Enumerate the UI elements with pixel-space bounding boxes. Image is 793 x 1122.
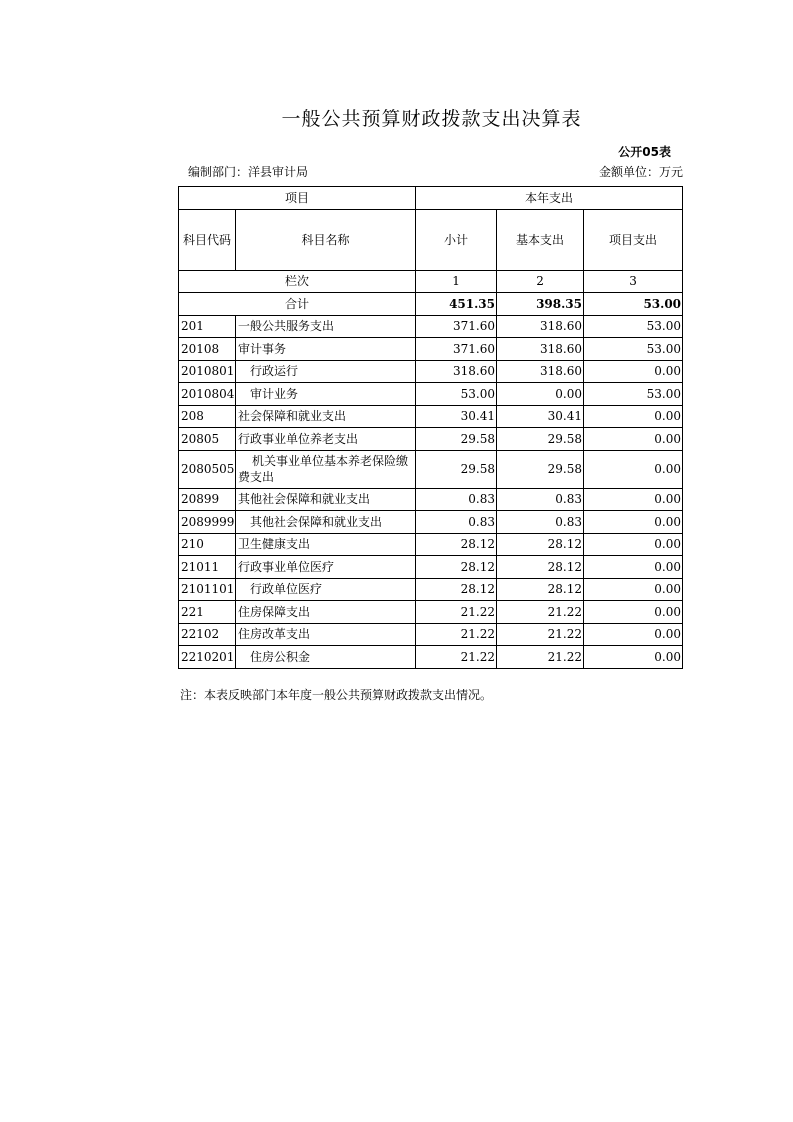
row-code: 2101101 <box>179 578 236 601</box>
row-project: 0.00 <box>584 360 683 383</box>
row-code: 20805 <box>179 428 236 451</box>
row-subtotal: 21.22 <box>416 646 497 669</box>
row-project: 53.00 <box>584 315 683 338</box>
row-basic: 28.12 <box>497 578 584 601</box>
row-subtotal: 29.58 <box>416 428 497 451</box>
row-project: 0.00 <box>584 511 683 534</box>
row-subtotal: 28.12 <box>416 556 497 579</box>
table-row <box>179 601 683 624</box>
row-name: 社会保障和就业支出 <box>236 405 416 428</box>
header-name: 科目名称 <box>236 209 416 270</box>
row-basic: 30.41 <box>497 405 584 428</box>
row-code: 21011 <box>179 556 236 579</box>
row-basic: 21.22 <box>497 623 584 646</box>
row-subtotal: 0.83 <box>416 488 497 511</box>
row-basic: 318.60 <box>497 315 584 338</box>
row-name: 行政事业单位医疗 <box>236 556 416 579</box>
row-basic: 318.60 <box>497 338 584 361</box>
row-name: 住房保障支出 <box>236 601 416 624</box>
header-current-year: 本年支出 <box>416 187 683 210</box>
row-subtotal: 0.83 <box>416 511 497 534</box>
amount-unit-label: 金额单位：万元 <box>598 165 683 179</box>
department-label: 编制部门：洋县审计局 <box>188 165 309 179</box>
row-code: 2080505 <box>179 450 236 488</box>
row-name: 住房改革支出 <box>236 623 416 646</box>
row-basic: 0.83 <box>497 488 584 511</box>
row-code: 20899 <box>179 488 236 511</box>
row-subtotal: 21.22 <box>416 623 497 646</box>
row-subtotal: 53.00 <box>416 383 497 406</box>
row-subtotal: 318.60 <box>416 360 497 383</box>
row-basic: 0.83 <box>497 511 584 534</box>
table-row <box>179 623 683 646</box>
row-code: 201 <box>179 315 236 338</box>
table-row <box>179 383 683 406</box>
row-name: 其他社会保障和就业支出 <box>236 488 416 511</box>
row-project: 0.00 <box>584 488 683 511</box>
row-basic: 21.22 <box>497 601 584 624</box>
column-number-2: 2 <box>497 270 584 293</box>
column-number-3: 3 <box>584 270 683 293</box>
row-project: 0.00 <box>584 601 683 624</box>
header-subtotal: 小计 <box>416 209 497 270</box>
row-project: 0.00 <box>584 556 683 579</box>
row-project: 0.00 <box>584 623 683 646</box>
header-project-exp: 项目支出 <box>584 209 683 270</box>
row-code: 2210201 <box>179 646 236 669</box>
table-row <box>179 405 683 428</box>
row-code: 2089999 <box>179 511 236 534</box>
row-basic: 318.60 <box>497 360 584 383</box>
table-row <box>179 578 683 601</box>
row-basic: 21.22 <box>497 646 584 669</box>
row-name: 行政事业单位养老支出 <box>236 428 416 451</box>
row-name: 住房公积金 <box>236 646 416 669</box>
row-subtotal: 29.58 <box>416 450 497 488</box>
header-project: 项目 <box>179 187 416 210</box>
row-project: 53.00 <box>584 383 683 406</box>
row-subtotal: 28.12 <box>416 578 497 601</box>
row-name: 行政单位医疗 <box>236 578 416 601</box>
row-project: 0.00 <box>584 533 683 556</box>
row-code: 20108 <box>179 338 236 361</box>
table-row <box>179 450 683 488</box>
row-name: 机关事业单位基本养老保险缴费支出 <box>236 450 416 488</box>
row-basic: 29.58 <box>497 450 584 488</box>
form-number: 公开05表 <box>618 145 671 159</box>
table-row <box>179 360 683 383</box>
table-row <box>179 315 683 338</box>
table-note: 注：本表反映部门本年度一般公共预算财政拨款支出情况。 <box>180 688 493 702</box>
total-project: 53.00 <box>584 293 683 316</box>
table-row <box>179 511 683 534</box>
row-project: 0.00 <box>584 646 683 669</box>
table-row <box>179 646 683 669</box>
row-code: 2010804 <box>179 383 236 406</box>
row-project: 0.00 <box>584 405 683 428</box>
column-label: 栏次 <box>179 270 416 293</box>
row-code: 2010801 <box>179 360 236 383</box>
row-name: 其他社会保障和就业支出 <box>236 511 416 534</box>
total-row <box>179 293 683 316</box>
header-basic: 基本支出 <box>497 209 584 270</box>
row-basic: 28.12 <box>497 556 584 579</box>
row-project: 0.00 <box>584 428 683 451</box>
row-basic: 0.00 <box>497 383 584 406</box>
table-row <box>179 428 683 451</box>
table-row <box>179 533 683 556</box>
row-subtotal: 371.60 <box>416 338 497 361</box>
row-name: 审计事务 <box>236 338 416 361</box>
column-number-1: 1 <box>416 270 497 293</box>
row-name: 一般公共服务支出 <box>236 315 416 338</box>
row-project: 0.00 <box>584 450 683 488</box>
table-row <box>179 338 683 361</box>
row-name: 审计业务 <box>236 383 416 406</box>
row-code: 22102 <box>179 623 236 646</box>
header-row-2 <box>179 209 683 270</box>
row-project: 0.00 <box>584 578 683 601</box>
row-name: 行政运行 <box>236 360 416 383</box>
row-code: 221 <box>179 601 236 624</box>
total-basic: 398.35 <box>497 293 584 316</box>
expenditure-table <box>178 186 683 669</box>
row-subtotal: 371.60 <box>416 315 497 338</box>
page-title: 一般公共预算财政拨款支出决算表 <box>281 108 582 130</box>
total-label: 合计 <box>179 293 416 316</box>
table-row <box>179 556 683 579</box>
row-subtotal: 21.22 <box>416 601 497 624</box>
row-code: 210 <box>179 533 236 556</box>
header-code: 科目代码 <box>179 209 236 270</box>
row-basic: 29.58 <box>497 428 584 451</box>
row-project: 53.00 <box>584 338 683 361</box>
header-row-1 <box>179 187 683 210</box>
table-row <box>179 488 683 511</box>
column-number-row <box>179 270 683 293</box>
row-subtotal: 28.12 <box>416 533 497 556</box>
row-code: 208 <box>179 405 236 428</box>
row-subtotal: 30.41 <box>416 405 497 428</box>
row-name: 卫生健康支出 <box>236 533 416 556</box>
row-basic: 28.12 <box>497 533 584 556</box>
total-subtotal: 451.35 <box>416 293 497 316</box>
